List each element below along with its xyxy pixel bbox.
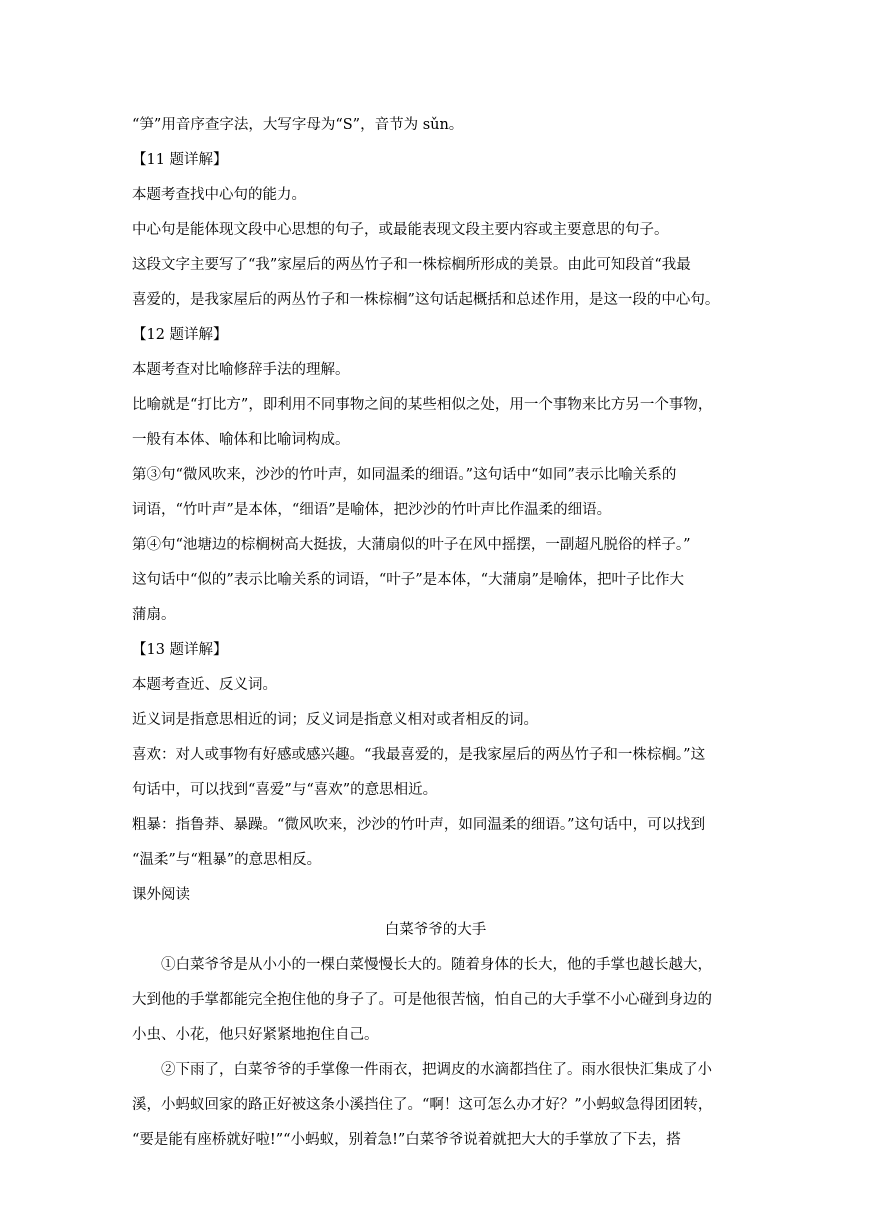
text-line: 近义词是指意思相近的词；反义词是指意义相对或者相反的词。 (132, 712, 538, 728)
story-paragraph-1-line: 小虫、小花，他只好紧紧地抱住自己。 (132, 1027, 379, 1043)
section-label: 课外阅读 (132, 887, 190, 903)
document-page (132, 108, 739, 1158)
text-line: 这段文字主要写了“我”家屋后的两丛竹子和一株棕榈所形成的美景。由此可知段首“我最 (132, 257, 691, 273)
section-heading: 【13 题详解】 (132, 642, 228, 658)
text-line: 词语，“竹叶声”是本体，“细语”是喻体，把沙沙的竹叶声比作温柔的细语。 (132, 502, 612, 518)
story-paragraph-2-line: “要是能有座桥就好啦!”“小蚂蚁，别着急!”白菜爷爷说着就把大大的手掌放了下去，搭 (132, 1132, 681, 1148)
text-line: “笋”用音序查字法，大写字母为“S”，音节为 sǔn。 (132, 117, 464, 133)
story-paragraph-2-line: ②下雨了，白菜爷爷的手掌像一件雨衣，把调皮的水滴都挡住了。雨水很快汇集成了小 (161, 1062, 712, 1078)
text-line: 本题考查找中心句的能力。 (132, 187, 306, 203)
text-line: 第③句“微风吹来，沙沙的竹叶声，如同温柔的细语。”这句话中“如同”表示比喻关系的 (132, 467, 677, 483)
text-line: 粗暴：指鲁莽、暴躁。“微风吹来，沙沙的竹叶声，如同温柔的细语。”这句话中，可以找到 (132, 817, 706, 833)
text-line: 比喻就是“打比方”，即利用不同事物之间的某些相似之处，用一个事物来比方另一个事物， (132, 397, 713, 413)
text-line: 蒲扇。 (132, 607, 176, 623)
text-line: 本题考查近、反义词。 (132, 677, 277, 693)
story-paragraph-1-line: ①白菜爷爷是从小小的一棵白菜慢慢长大的。随着身体的长大，他的手掌也越长越大， (161, 957, 712, 973)
story-paragraph-1-line: 大到他的手掌都能完全抱住他的身子了。可是他很苦恼，怕自己的大手掌不小心碰到身边的 (132, 992, 712, 1008)
text-line: 中心句是能体现文段中心思想的句子，或最能表现文段主要内容或主要意思的句子。 (132, 222, 669, 238)
story-paragraph-2-line: 溪，小蚂蚁回家的路正好被这条小溪挡住了。“啊！这可怎么办才好？”小蚂蚁急得团团转， (132, 1097, 713, 1113)
story-title: 白菜爷爷的大手 (384, 922, 487, 938)
text-line: “温柔”与“粗暴”的意思相反。 (132, 852, 322, 868)
text-line: 这句话中“似的”表示比喻关系的词语，“叶子”是本体，“大蒲扇”是喻体，把叶子比作大 (132, 572, 684, 588)
section-heading: 【12 题详解】 (132, 327, 228, 343)
text-line: 喜欢：对人或事物有好感或感兴趣。“我最喜爱的，是我家屋后的两丛竹子和一株棕榈。”这 (132, 747, 706, 763)
text-line: 喜爱的，是我家屋后的两丛竹子和一株棕榈”这句话起概括和总述作用，是这一段的中心句。 (132, 292, 720, 308)
section-heading: 【11 题详解】 (132, 152, 228, 168)
text-line: 一般有本体、喻体和比喻词构成。 (132, 432, 350, 448)
text-line: 第④句“池塘边的棕榈树高大挺拔，大蒲扇似的叶子在风中摇摆，一副超凡脱俗的样子。” (132, 537, 691, 553)
text-line: 本题考查对比喻修辞手法的理解。 (132, 362, 350, 378)
text-line: 句话中，可以找到“喜爱”与“喜欢”的意思相近。 (132, 782, 438, 798)
